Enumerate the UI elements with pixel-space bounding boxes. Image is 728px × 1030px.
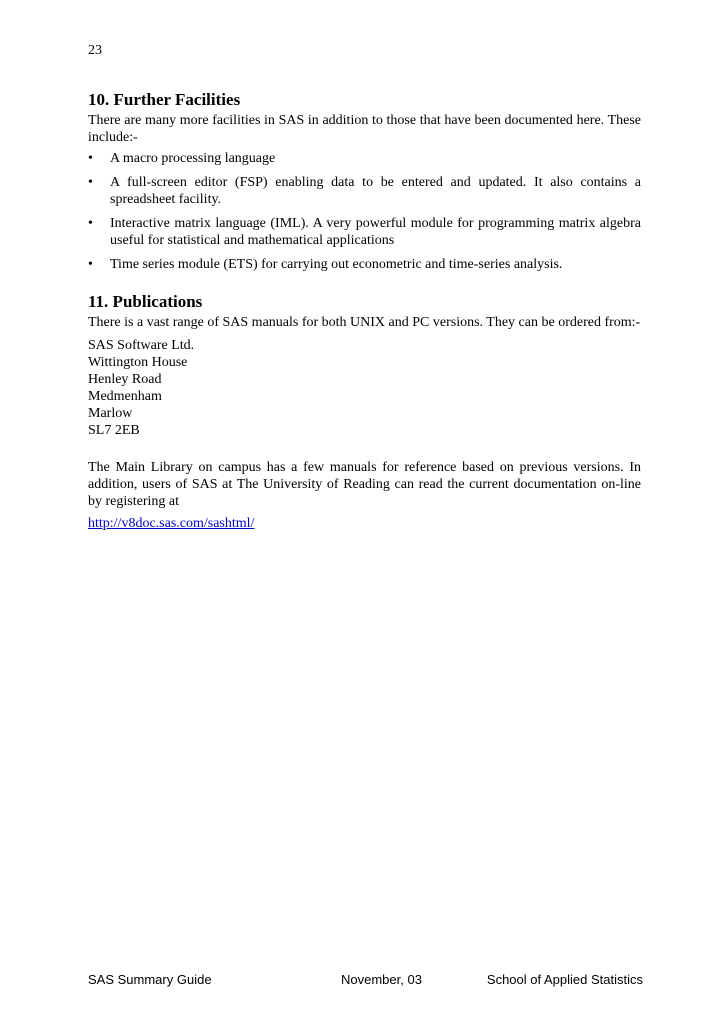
address-line: Henley Road	[88, 372, 162, 387]
section-heading-further-facilities: 10. Further Facilities	[88, 90, 241, 109]
address-line: SL7 2EB	[88, 423, 140, 438]
bullet-icon: •	[88, 216, 93, 231]
section-intro-publications: There is a vast range of SAS manuals for both UNIX and PC versions. They can be ordered from:-	[88, 315, 641, 330]
library-paragraph: The Main Library on campus has a few manuals for reference based on previous versions. In addition, users of SAS at The University of Reading can read the current documentation on-line by registering at	[88, 460, 641, 509]
list-item	[88, 215, 641, 249]
footer-department: School of Applied Statistics	[486, 972, 643, 987]
list-item-text: A full-screen editor (FSP) enabling data to be entered and updated. It also contains a spreadsheet facility.	[110, 175, 641, 207]
footer-title: SAS Summary Guide	[88, 972, 212, 987]
list-item-text: Interactive matrix language (IML). A very powerful module for programming matrix algebra useful for statistical and mathematical applications	[110, 216, 641, 248]
facilities-list	[88, 150, 641, 273]
address-line: Wittington House	[88, 355, 188, 370]
bullet-icon: •	[88, 175, 93, 190]
list-item-text: A macro processing language	[110, 151, 276, 166]
list-item	[88, 174, 641, 208]
address-line: Medmenham	[88, 389, 162, 404]
footer-date: November, 03	[341, 972, 422, 987]
section-heading-publications: 11. Publications	[88, 292, 203, 311]
list-item	[88, 150, 641, 167]
list-item-text: Time series module (ETS) for carrying out econometric and time-series analysis.	[110, 257, 563, 272]
documentation-link[interactable]: http://v8doc.sas.com/sashtml/	[88, 516, 255, 531]
section-intro-further-facilities: There are many more facilities in SAS in addition to those that have been documented here. These include:-	[88, 113, 641, 145]
list-item	[88, 256, 641, 273]
postal-address	[88, 337, 641, 439]
page-number: 23	[88, 43, 102, 58]
address-line: Marlow	[88, 406, 133, 421]
bullet-icon: •	[88, 257, 93, 272]
page-content	[88, 90, 641, 532]
address-line: SAS Software Ltd.	[88, 338, 195, 353]
bullet-icon: •	[88, 151, 93, 166]
